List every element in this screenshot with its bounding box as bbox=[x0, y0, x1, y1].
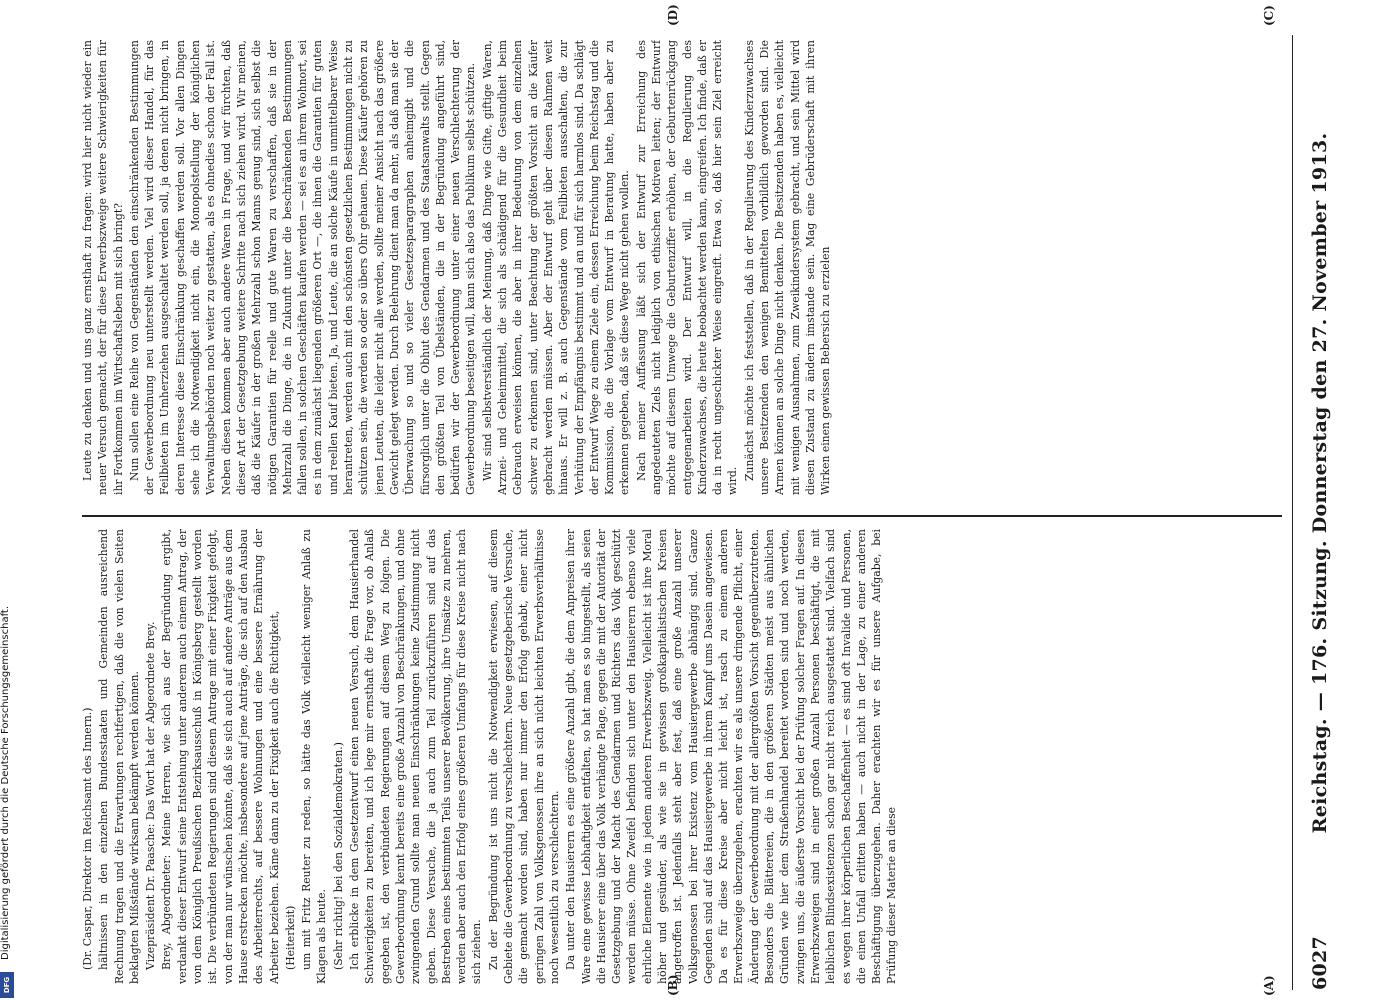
page-number: 6027 bbox=[1309, 935, 1331, 990]
left-column-paragraph: Vizepräsident Dr. Paasche: Das Wort hat der Abgeordnete Brey. bbox=[144, 621, 158, 970]
page-title: Reichstag. — 176. Sitzung. Donnerstag den 27. November 1913. bbox=[1309, 132, 1331, 834]
right-column-paragraph: Nach meiner Auffassung läßt sich der Entwurf zur Erreichung des angedeuteten Ziels nicht lediglich von ethischen Motiven leiten; der Entwurf möchte auf diesem Umwege die Geburtenziffer erhöhen, der Geburtenrückgang entgegenarbeiten wird. Der Entwurf will, in die Regulierung des Kinderzuwachses, die heute beobachtet werden kann, eingreifen. Ich finde, daß er da in recht ungeschickter Weise eingreift. Etwa so, daß hier sein Ziel erreicht wird. bbox=[634, 40, 740, 495]
left-column-paragraph: Brey, Abgeordneter: Meine Herren, wie sich aus der Begründung ergibt, verdankt dieser Entwurf seine Entstehung unter anderem auch einem Antrag, der von dem Königlich Preußischen Bezirksausschuß in Königsberg gestellt worden ist. Die verbündeten Regierungen sind diesem Antrage mit einer Fixigkeit gefolgt, von der man nur wünschen könnte, daß sie sich auch auf andere Anträge aus dem Hause erstrecken möchte, insbesondere auf jene Anträge, die sich auf den Ausbau des Arbeiterrechts, auf bessere Wohnungen und eine bessere Ernährung der Arbeiter beziehen. Käme dann zu der Fixigkeit auch die Richtigkeit, bbox=[160, 529, 281, 984]
margin-marker-a: (A) bbox=[1262, 975, 1276, 996]
right-column-paragraph: Zunächst möchte ich feststellen, daß in der Regulierung des Kinderzuwachses unsere Besitzenden den wenigen Bemittelten vorbildlich geworden sind. Die Armen können an solche Dinge nicht denken. Die Besitzenden haben es, vielleicht mit wenigen Ausnahmen, zum Zweikindersystem gebracht, und sein Mittel wird diesen Zustand zu ändern imstande sein. Mag eine Gebrüderschaft mit ihren Wirken einen gewissen Bebersich zu erzielen bbox=[742, 40, 833, 495]
right-column-paragraph: Wir sind selbstverständlich der Meinung, daß Dinge wie Gifte, giftige Waren, Arznei- und Geheimmittel, die sich als schädigend für die Gesundheit beim Gebrauch erweisen können, die aber in ihrer Bedeutung von dem einzelnen schwer zu erkennen sind, unter Beachtung der größten Vorsicht an die Käufer gebracht werden müssen. Aber der Entwurf geht über diesen Rahmen weit hinaus. Er will z. B. auch Gegenstände vom Feilbieten ausschalten, die zur Verhütung der Empfängnis bestimmt und an und für sich harmlos sind. Da schlägt der Entwurf Wege zu einem Ziele ein, dessen Erreichung beim Reichstag und die Kommission, die die Vorlage vom Entwurf in Beratung hatte, haben aber zu erkennen gegeben, daß sie diese Wege nicht gehen wollen. bbox=[480, 40, 632, 495]
digitization-credit: Digitalisierung gefördert durch die Deutsche Forschungsgemeinschaft. bbox=[0, 605, 11, 960]
header-rule bbox=[1292, 35, 1293, 990]
right-column-paragraph: Nun sollen eine Reihe von Gegenständen den einschränkenden Bestimmungen der Gewerbeordnung neu unterstellt werden. Viel wird dieser Handel, für das Feilbieten im Umherziehen ausgeschaltet werden soll, ja denen nicht bringen, in deren Interesse diese Einschränkung geschaffen werden soll. Vor allen Dingen sehe ich die Notwendigkeit nicht ein, die Monopolstellung der königlichen Verwaltungsbehörden noch weiter zu gestatten, als es ohnedies schon der Fall ist. Neben diesen kommen aber auch andere Waren in Frage, und wir fürchten, daß dieser Art der Gesetzgebung weitere Schritte nach sich ziehen wird. Wir meinen, daß die Käufer in der großen Mehrzahl schon Manns genug sind, sich selbst die nötigen Garantien für reelle und gute Waren zu verschaffen, daß sie in der Mehrzahl die Dinge, die in Zukunft unter die beschränkenden Bestimmungen fallen sollen, in solchen Geschäften kaufen werden — sei es an ihrem Wohnort, sei es in dem zunächst liegenden größeren Ort —, die ihnen die Garantien für guten und reellen Kauf bieten. Ja, und Leute, die an solche Käufe in unmittelbarer Weise herantreten, werden auch mit den schönsten gesetzlichen Bestimmungen nicht zu schützen sein, die werden so oder so übers Ohr gehauen. Diese Käufer gehören zu jenen Leuten, die leider nicht alle werden, sollte meiner Ansicht nach das größere Gewicht gelegt werden. Durch Belehrung dient man da mehr, als daß man sie der Überwachung so und so vieler Gesetzesparagraphen anheimgibt und die fürsorglich unter die Obhut des Gendarmen und des Staatsanwalts stellt. Gegen den größten Teil von Übelständen, die in der Begründung angeführt sind, bedürfen wir der Gewerbeordnung unter einer neuen Verschlechterung der Gewerbeordnung beseitigen will, kann sich also das Publikum selbst schützen. bbox=[127, 40, 478, 495]
dfg-logo-text: DFG bbox=[3, 976, 11, 994]
right-column-paragraph: Leute zu denken und uns ganz ernsthaft zu fragen: wird hier nicht wieder ein neuer Versuch gemacht, der für diese Erwerbszweige weitere Schwierigkeiten für ihr Fortkommen im Wirtschaftsleben mit sich bringt? bbox=[81, 40, 125, 495]
left-column-paragraph: (Heiterkeit) bbox=[283, 905, 297, 970]
left-column-paragraph: hältnissen in den einzelnen Bundesstaaten und Gemeinden ausreichend Rechnung tragen und die Erwartungen rechtfertigen, daß die von vielen Seiten beklagten Mißstände wirksam bekämpft werden können. bbox=[97, 529, 141, 984]
left-column-paragraph: (Dr. Caspar, Direktor im Reichsamt des Innern.) bbox=[81, 707, 94, 970]
left-column-paragraph: Zu der Begründung ist uns nicht die Notwendigkeit erwiesen, auf diesem Gebiete die Gewerbeordnung zu verschlechtern. Neue gesetzgeberische Versuche, die gemacht worden sind, haben nur immer den Erfolg gehabt, einer nicht geringen Zahl von Volksgenossen ihre an sich nicht leichten Erwerbsverhältnisse noch wesentlich zu verschlechtern. bbox=[486, 529, 561, 984]
left-column-paragraph: (Sehr richtig! bei den Sozialdemokraten.) bbox=[331, 742, 345, 970]
dfg-logo bbox=[0, 972, 14, 998]
margin-marker-c: (C) bbox=[1262, 5, 1276, 26]
right-column bbox=[80, 40, 1285, 495]
left-column-paragraph: um mit Fritz Reuter zu reden, so hätte das Volk vielleicht weniger Anlaß zu Klagen als heute. bbox=[300, 529, 329, 984]
margin-marker-b: (B) bbox=[666, 974, 680, 996]
margin-marker-d: (D) bbox=[666, 4, 680, 26]
left-column bbox=[80, 529, 1285, 984]
left-column-paragraph: Da unter den Hausierern es eine größere Anzahl gibt, die dem Anpreisen ihrer Ware eine gewisse Lebhaftigkeit entfalten, so hat man es so hingestellt, als seien die Hausierer eine über das Volk verhängte Plage, gegen die mit der Autorität der Gesetzgebung und der Macht des Gendarmen und Richters das Volk geschützt werden müsse. Ohne Zweifel befinden sich unter den Hausierern ebenso viele ehrliche Elemente wie in jedem anderen Erwerbszweig. Vielleicht ist ihre Moral höher und gesünder, als wie sie in gewissen großkapitalistischen Kreisen angetroffen ist. Jedenfalls steht aber fest, daß eine große Anzahl unserer Volksgenossen bei ihrer Existenz vom Hausiergewerbe abhängig sind. Ganze Gegenden sind auf das Hausiergewerbe in ihrem Kampf ums Dasein angewiesen. Da es für diese Kreise aber nicht leicht ist, rasch zu einem anderen Erwerbszweige überzugehen, erachten wir es als unsere dringende Pflicht, einer Änderung der Gewerbeordnung mit der allergrößten Vorsicht gegenüberzutreten. Besonders die Blättereien, die in den größeren Städten meist aus ähnlichen Gründen wie hier dem Straßenhandel bereitet worden sind und noch werden, zwingen uns, die äußerste Vorsicht bei der Prüfung solcher Fragen auf. In diesen Erwerbszweigen sind in einer großen Anzahl Personen beschäftigt, die mit leiblichen Blindsexistenzen schon gar nicht reich ausgestattet sind. Vielfach sind es wegen ihrer körperlichen Beschaffenheit — es sind oft Invalide und Personen, die einen Unfall erlitten haben — auch nicht in der Lage, zu einer anderen Beschäftigung überzugehen. Daher erachten wir es für unsere Aufgabe, bei Prüfung dieser Materie an diese bbox=[564, 529, 899, 984]
page-header bbox=[1300, 30, 1340, 990]
column-separator bbox=[82, 516, 1282, 518]
left-column-paragraph: Ich erblicke in dem Gesetzentwurf einen neuen Versuch, dem Hausierhandel Schwierigkeiten zu bereiten, und ich lege mir ernsthaft die Frage vor, ob Anlaß gegeben ist, den verbündeten Regierungen auf diesem Weg zu folgen. Die Gewerbeordnung kennt bereits eine große Anzahl von Beschränkungen, und ohne zwingenden Grund sollte man neuen Einschränkungen keine Zustimmung nicht geben. Diese Versuche, die ja auch zum Teil zurückzuführen sind auf das Bestreben eines bestimmten Teils unserer Bevölkerung, ihre Umsätze zu mehren, werden aber auch den Erfolg eines größeren Umfangs für diese Kreise nicht nach sich ziehen. bbox=[348, 529, 484, 984]
